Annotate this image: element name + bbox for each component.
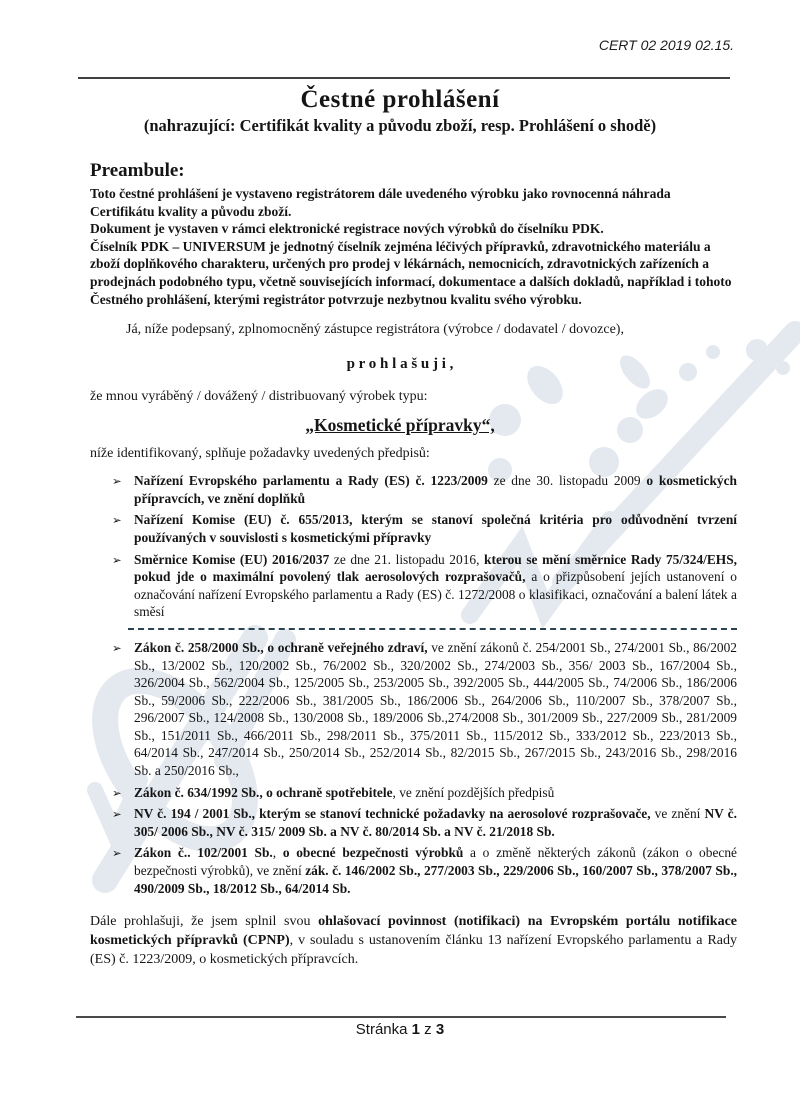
regulation-text: Nařízení Komise (EU) č. 655/2013, kterým se stanoví společná kritéria pro odůvodnění tvrzení používaných v souvislosti s kosmetickými přípravky	[134, 512, 737, 545]
closing-paragraph: Dále prohlašuji, že jsem splnil svou ohlašovací povinnost (notifikaci) na Evropském portálu notifikace kosmetických přípravků (CPNP), v souladu s ustanovením článku 13 nařízení Evropského parlamentu a Rady (ES) č. 1223/2009, o kosmetických přípravcích.	[90, 914, 738, 968]
product-type-title: „Kosmetické přípravky“,	[305, 415, 495, 436]
regulation-text: NV č. 194 / 2001 Sb., kterým se stanoví technické požadavky na aerosolové rozprašovače, ve znění NV č. 305/ 2006 Sb., NV č. 315/ 2009 Sb. a NV č. 80/2014 Sb. a NV č. 21/2018 Sb.	[134, 806, 737, 839]
regulation-text: Zákon č. 258/2000 Sb., o ochraně veřejného zdraví, ve znění zákonů č. 254/2001 Sb., 274/2001 Sb., 86/2002 Sb., 13/2002 Sb., 120/2002 Sb., 76/2002 Sb., 320/2002 Sb., 274/2003 Sb., 356/ 2003 Sb., 167/2004 Sb., 326/2004 Sb., 562/2004 Sb., 125/2005 Sb., 253/2005 Sb., 392/2005 Sb., 444/2005 Sb., 74/2006 Sb., 186/2006 Sb., 59/2006 Sb., 222/2006 Sb., 381/2005 Sb., 186/2006 Sb., 264/2006 Sb., 110/2007 Sb., 378/2007 Sb., 296/2007 Sb., 124/2008 Sb., 130/2008 Sb., 189/2006 Sb.,274/2008 Sb., 301/2009 Sb., 227/2009 Sb., 281/2009 Sb., 151/2011 Sb., 466/2011 Sb., 298/2011 Sb., 375/2011 Sb., 115/2012 Sb., 333/2012 Sb., 223/2013 Sb., 64/2014 Sb., 247/2014 Sb., 250/2014 Sb., 252/2014 Sb., 82/2015 Sb., 267/2015 Sb., 243/2016 Sb., 298/2016 Sb. a 250/2016 Sb.,	[134, 639, 738, 779]
regulation-item	[112, 805, 737, 840]
arrow-bullet-icon: ➢	[112, 640, 122, 655]
doc-code: CERT 02 2019 02.15.	[598, 37, 734, 53]
regulation-item	[112, 472, 737, 507]
arrow-bullet-icon: ➢	[112, 846, 122, 861]
dashed-separator	[128, 628, 737, 630]
footer-page-number: Stránka 1 z 3	[355, 1021, 445, 1038]
regulation-item	[112, 639, 737, 780]
regulation-text: Zákon č. 634/1992 Sb., o ochraně spotřebitele, ve znění pozdějších předpisů	[134, 784, 555, 800]
preambule-paragraph: Dokument je vystaven v rámci elektronické registrace nových výrobků do číselníku PDK.	[90, 221, 604, 237]
header-rule	[78, 77, 730, 79]
regulation-text: Zákon č.. 102/2001 Sb., o obecné bezpečnosti výrobků a o změně některých zákonů (zákon o obecné bezpečnosti výrobků), ve znění zák. č. 146/2002 Sb., 277/2003 Sb., 229/2006 Sb., 160/2007 Sb., 378/2007 Sb., 490/2009 Sb., 18/2012 Sb., 64/2014 Sb.	[134, 845, 738, 896]
preambule-heading: Preambule:	[90, 160, 185, 181]
declaration-verb: p r o h l a š u j i ,	[346, 356, 454, 373]
preambule-paragraph: Číselník PDK – UNIVERSUM je jednotný číselník zejména léčivých přípravků, zdravotnického materiálu a zboží doplňkového charakteru, určených pro prodej v lékárnách, nemocnicích, zdravotnických zařízeních a prodejnách podobného typu, včetně souvisejících informací, dokumentace a dalších dokladů, například i tohoto Čestného prohlášení, kterými registrátor potvrzuje nezbytnou kvalitu svého výrobku.	[90, 238, 732, 307]
arrow-bullet-icon: ➢	[112, 807, 122, 822]
arrow-bullet-icon: ➢	[112, 552, 122, 567]
document-body	[0, 86, 800, 969]
regulation-item	[112, 844, 737, 897]
regulation-item	[112, 511, 737, 546]
preambule-section	[90, 160, 738, 308]
arrow-bullet-icon: ➢	[112, 785, 122, 800]
page-subtitle: (nahrazující: Certifikát kvality a původu zboží, resp. Prohlášení o shodě)	[143, 116, 657, 135]
declaration-lead-in: že mnou vyráběný / dovážený / distribuovaný výrobek typu:	[90, 389, 428, 405]
regulation-item	[112, 784, 737, 802]
declaration-intro: Já, níže podepsaný, zplnomocněný zástupce registrátora (výrobce / dodavatel / dovozce),	[126, 322, 624, 338]
footer-rule	[76, 1016, 726, 1018]
regulation-item	[112, 551, 737, 621]
arrow-bullet-icon: ➢	[112, 474, 122, 489]
declaration-lead-out: níže identifikovaný, splňuje požadavky uvedených předpisů:	[90, 446, 430, 462]
preambule-paragraph: Toto čestné prohlášení je vystaveno registrátorem dále uvedeného výrobku jako rovnocenná náhrada Certifikátu kvality a původu zboží.	[90, 186, 671, 219]
regulation-text: Nařízení Evropského parlamentu a Rady (ES) č. 1223/2009 ze dne 30. listopadu 2009 o kosmetických přípravcích, ve znění doplňků	[134, 473, 737, 506]
regulation-text: Směrnice Komise (EU) 2016/2037 ze dne 21. listopadu 2016, kterou se mění směrnice Rady 75/324/EHS, pokud jde o maximální povolený tlak aerosolových rozprašovačů, a o přizpůsobení jejích ustanovení o označování nařízení Evropského parlamentu a Rady (ES) č. 1272/2008 o klasifikaci, označování a balení látek a směsí	[134, 551, 738, 620]
regulations-list	[112, 472, 737, 897]
arrow-bullet-icon: ➢	[112, 513, 122, 528]
page-title: Čestné prohlášení	[300, 86, 500, 113]
